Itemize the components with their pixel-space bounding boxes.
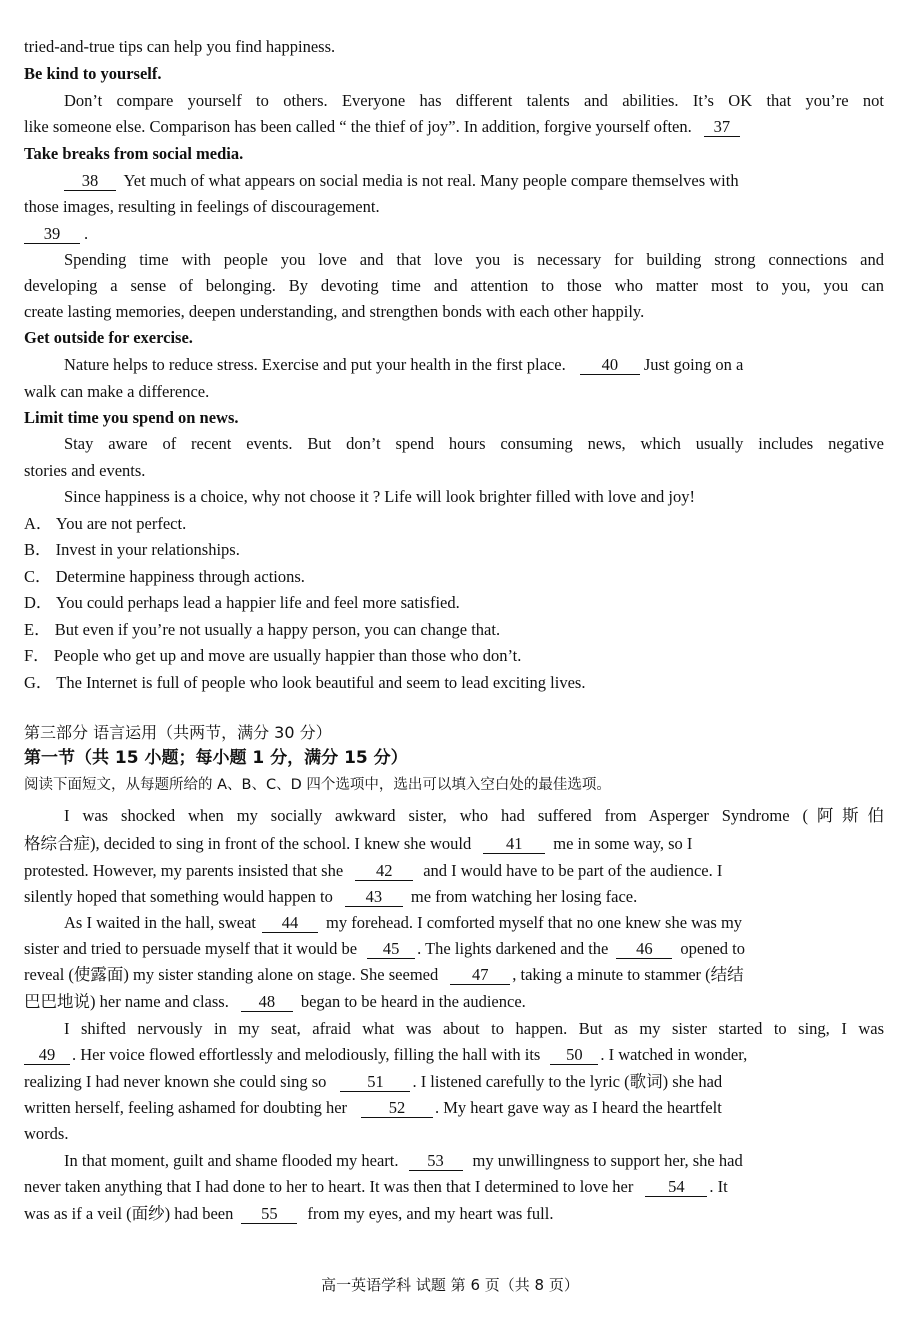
- heading-be-kind: Be kind to yourself.: [24, 64, 162, 83]
- blank-38[interactable]: 38: [64, 172, 116, 191]
- cloze-line: 巴巴地说) her name and class. 48 began to be heard in the audience.: [24, 992, 526, 1011]
- cloze-line: As I waited in the hall, sweat 44 my forehead. I comforted myself that no one knew she was my: [64, 913, 743, 932]
- paragraph-line: create lasting memories, deepen understanding, and strengthen bonds with each other happily.: [24, 302, 645, 321]
- blank-41[interactable]: 41: [483, 835, 545, 854]
- paragraph-line: like someone else. Comparison has been called “ the thief of joy”. In addition, forgive yourself often. 37: [24, 116, 884, 138]
- heading-outside: Get outside for exercise.: [24, 328, 193, 347]
- option-f: F． People who get up and move are usually happier than those who don’t.: [24, 646, 522, 665]
- blank-43[interactable]: 43: [345, 888, 403, 907]
- paragraph-line: 38 Yet much of what appears on social media is not real. Many people compare themselves with: [64, 170, 884, 192]
- paragraph-line: stories and events.: [24, 461, 146, 480]
- blank-52[interactable]: 52: [361, 1099, 433, 1118]
- paragraph-line: Don’t compare yourself to others. Everyone has different talents and abilities. It’s OK that you’re not: [64, 91, 884, 110]
- blank-55[interactable]: 55: [241, 1205, 297, 1224]
- cloze-line: protested. However, my parents insisted that she 42 and I would have to be part of the audience. I: [24, 861, 723, 880]
- cloze-line: written herself, feeling ashamed for doubting her 52 . My heart gave way as I heard the heartfelt: [24, 1098, 722, 1117]
- paragraph-line: Spending time with people you love and that love you is necessary for building strong connections and: [64, 250, 884, 269]
- paragraph-line: walk can make a difference.: [24, 382, 210, 401]
- cloze-line: realizing I had never known she could sing so 51 . I listened carefully to the lyric (歌词) she had: [24, 1072, 723, 1091]
- paragraph-line: Since happiness is a choice, why not choose it ? Life will look brighter filled with love and joy!: [64, 487, 695, 506]
- blank-47[interactable]: 47: [450, 966, 510, 985]
- option-a: A． You are not perfect.: [24, 514, 187, 533]
- blank-54[interactable]: 54: [645, 1178, 707, 1197]
- blank-40[interactable]: 40: [580, 356, 640, 375]
- subsection-title: 第一节（共 15 小题；每小题 1 分，满分 15 分）: [24, 748, 408, 768]
- instruction: 阅读下面短文，从每题所给的 A、B、C、D 四个选项中，选出可以填入空白处的最佳选项。: [24, 777, 611, 793]
- intro-line: tried-and-true tips can help you find happiness.: [24, 37, 336, 56]
- blank-50[interactable]: 50: [550, 1046, 598, 1065]
- option-d: D． You could perhaps lead a happier life and feel more satisfied.: [24, 593, 460, 612]
- cloze-line: I was shocked when my socially awkward sister, who had suffered from Asperger Syndrome (阿斯伯: [64, 806, 884, 825]
- blank-42[interactable]: 42: [355, 862, 413, 881]
- cloze-line: words.: [24, 1124, 69, 1143]
- blank-37[interactable]: 37: [704, 118, 740, 137]
- heading-line-39: 39 .: [24, 223, 884, 245]
- blank-44[interactable]: 44: [262, 914, 318, 933]
- cloze-line: 49 . Her voice flowed effortlessly and melodiously, filling the hall with its 50 . I watched in wonder,: [24, 1044, 884, 1066]
- blank-45[interactable]: 45: [367, 940, 415, 959]
- paragraph-line: Stay aware of recent events. But don’t spend hours consuming news, which usually includes negative: [64, 434, 884, 453]
- cloze-line: reveal (使露面) my sister standing alone on stage. She seemed 47 , taking a minute to stammer (结结: [24, 965, 744, 984]
- option-c: C． Determine happiness through actions.: [24, 567, 305, 586]
- cloze-line: was as if a veil (面纱) had been 55 from my eyes, and my heart was full.: [24, 1204, 554, 1223]
- cloze-line: I shifted nervously in my seat, afraid what was about to happen. But as my sister started to sing, I was: [64, 1019, 884, 1038]
- cloze-line: 格综合症), decided to sing in front of the school. I knew she would 41 me in some way, so I: [24, 834, 693, 853]
- paragraph-line: Nature helps to reduce stress. Exercise and put your health in the first place. 40 Just going on a: [64, 355, 744, 374]
- cloze-line: never taken anything that I had done to her to heart. It was then that I determined to love her 54 . It: [24, 1177, 728, 1196]
- paragraph-line: developing a sense of belonging. By devoting time and attention to those who matter most to you, you can: [24, 276, 884, 295]
- option-e: E． But even if you’re not usually a happy person, you can change that.: [24, 620, 501, 639]
- cloze-line: silently hoped that something would happen to 43 me from watching her losing face.: [24, 887, 638, 906]
- section-title: 第三部分 语言运用（共两节，满分 30 分）: [24, 723, 332, 742]
- blank-49[interactable]: 49: [24, 1046, 70, 1065]
- option-g: G． The Internet is full of people who look beautiful and seem to lead exciting lives.: [24, 673, 586, 692]
- cloze-line: In that moment, guilt and shame flooded my heart. 53 my unwillingness to support her, she had: [64, 1151, 743, 1170]
- option-b: B． Invest in your relationships.: [24, 540, 240, 559]
- blank-53[interactable]: 53: [409, 1152, 463, 1171]
- page-footer: 高一英语学科 试题 第 6 页（共 8 页）: [321, 1276, 579, 1294]
- blank-46[interactable]: 46: [616, 940, 672, 959]
- heading-social-media: Take breaks from social media.: [24, 144, 244, 163]
- heading-news: Limit time you spend on news.: [24, 408, 239, 427]
- paragraph-line: those images, resulting in feelings of discouragement.: [24, 197, 380, 216]
- blank-39[interactable]: 39: [24, 225, 80, 244]
- blank-51[interactable]: 51: [340, 1073, 410, 1092]
- cloze-line: sister and tried to persuade myself that it would be 45 . The lights darkened and the 46 opened to: [24, 939, 745, 958]
- blank-48[interactable]: 48: [241, 993, 293, 1012]
